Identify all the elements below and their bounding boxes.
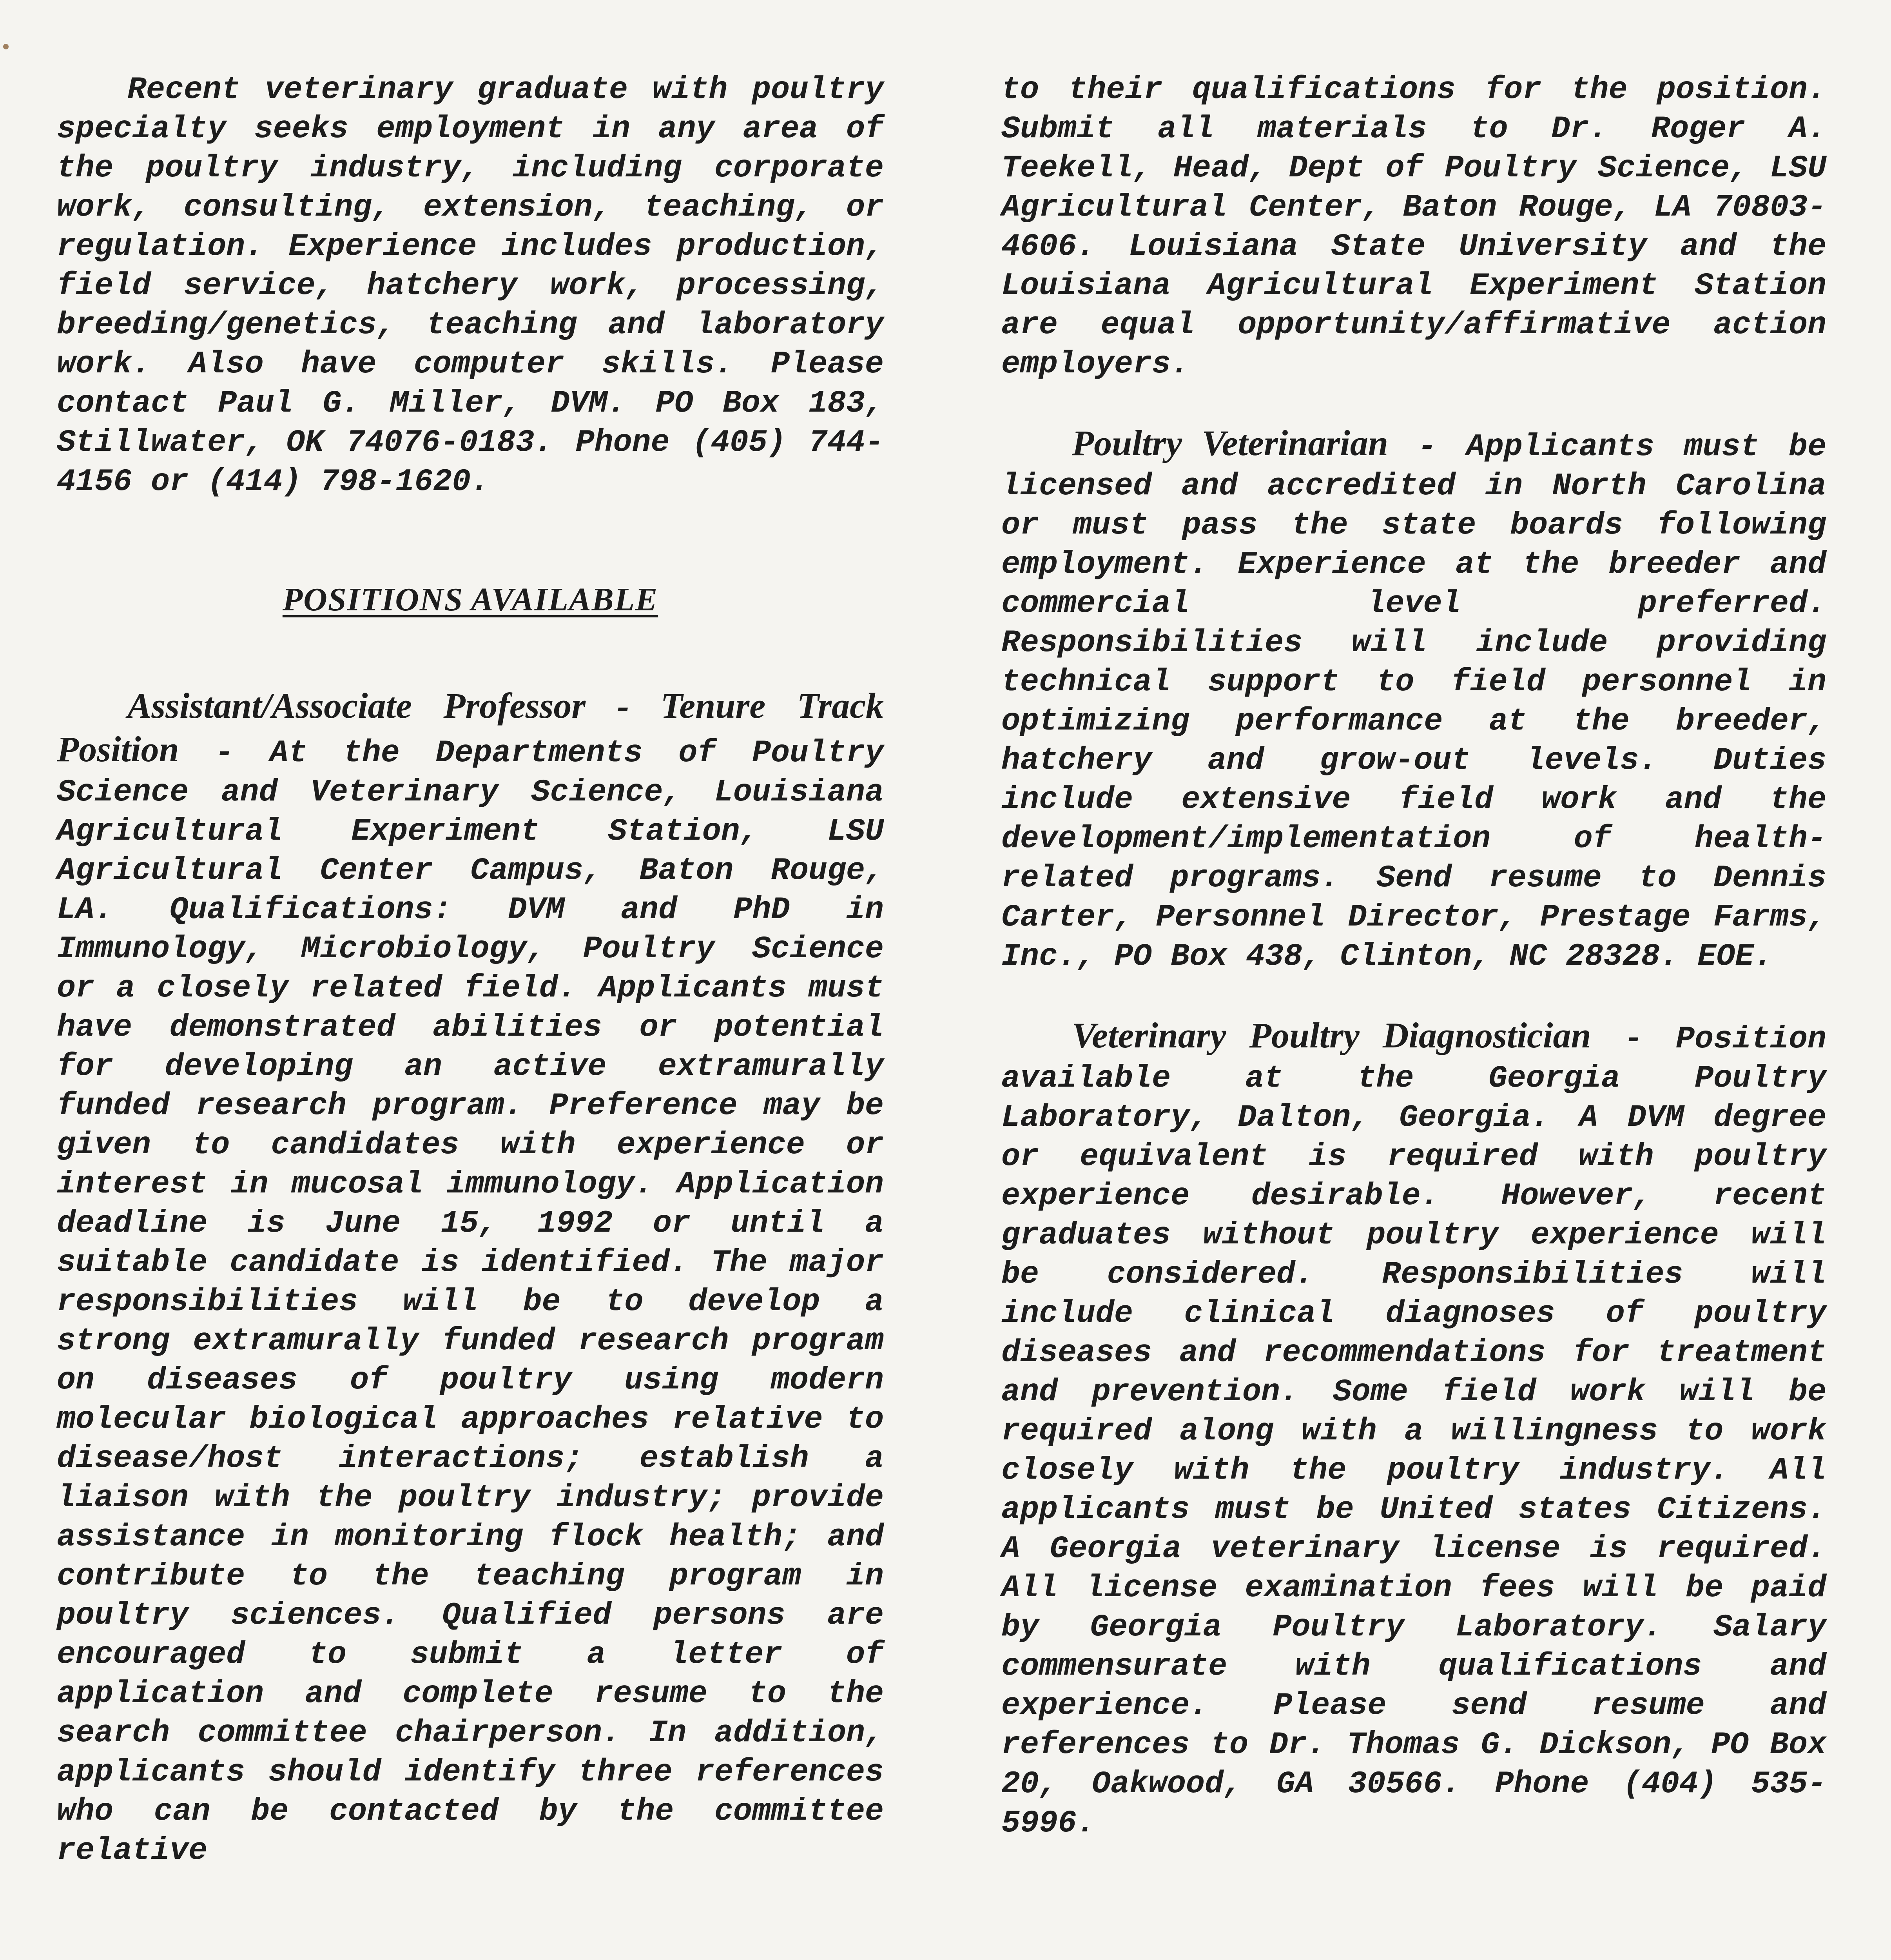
job-listing-poultry-veterinarian bbox=[1001, 423, 1826, 976]
right-column bbox=[1001, 71, 1826, 1843]
job-listing-diagnostician bbox=[1001, 1016, 1826, 1843]
paragraph-gap bbox=[1001, 976, 1826, 1016]
job-body-poultry-veterinarian: - Applicants must be licensed and accredited in North Carolina or must pass the state boards following employment. Experience at the breeder and commercial level preferred. Responsibilities will include providing technical support to field personnel in optimizing performance at the breeder, hatchery and grow-out levels. Duties include extensive field work and the development/implementation of health-related programs. Send resume to Dennis Carter, Personnel Director, Prestage Farms, Inc., PO Box 438, Clinton, NC 28328. EOE. bbox=[1001, 429, 1826, 975]
section-heading: POSITIONS AVAILABLE bbox=[282, 581, 658, 618]
paragraph-gap bbox=[1001, 384, 1826, 423]
intro-paragraph: Recent veterinary graduate with poultry specialty seeks employment in any area of the poultry industry, including corporate work, consulting, extension, teaching, or regulation. Experience includes production, field service, hatchery work, processing, breeding/genetics, teaching and laboratory work. Also have computer skills. Please contact Paul G. Miller, DVM. PO Box 183, Stillwater, OK 74076-0183. Phone (405) 744-4156 or (414) 798-1620. bbox=[57, 72, 884, 500]
job-title-poultry-veterinarian: Poultry Veterinarian bbox=[1072, 423, 1389, 463]
job-continuation-professor: to their qualifications for the position. Submit all materials to Dr. Roger A. Teekell, Head, Dept of Poultry Science, LSU Agricultural Center, Baton Rouge, LA 70803-4606. Louisiana State University and the Louisiana Agricultural Experiment Station are equal opportunity/affirmative action employers. bbox=[1001, 72, 1826, 382]
paragraph-gap bbox=[57, 502, 884, 580]
job-title-diagnostician: Veterinary Poultry Diagnostician bbox=[1072, 1015, 1591, 1055]
job-listing-professor bbox=[57, 686, 884, 1871]
job-body-diagnostician: - Position available at the Georgia Poultry Laboratory, Dalton, Georgia. A DVM degree or equivalent is required with poultry experience desirable. However, recent graduates without poultry experience will be considered. Responsibilities will include clinical diagnoses of poultry diseases and recommendations for treatment and prevention. Some field work will be required along with a willingness to work closely with the poultry industry. All applicants must be United states Citizens. A Georgia veterinary license is required. All license examination fees will be paid by Georgia Poultry Laboratory. Salary commensurate with qualifications and experience. Please send resume and references to Dr. Thomas G. Dickson, PO Box 20, Oakwood, GA 30566. Phone (404) 535-5996. bbox=[1001, 1022, 1826, 1841]
paragraph-gap bbox=[57, 619, 884, 686]
corner-speck bbox=[3, 44, 9, 49]
job-body-professor: - At the Departments of Poultry Science and Veterinary Science, Louisiana Agricultural Experiment Station, LSU Agricultural Center Campus, Baton Rouge, LA. Qualifications: DVM and PhD in Immunology, Microbiology, Poultry Science or a closely related field. Applicants must have demonstrated abilities or potential for developing an active extramurally funded research program. Preference may be given to candidates with experience or interest in mucosal immunology. Application deadline is June 15, 1992 or until a suitable candidate is identified. The major responsibilities will be to develop a strong extramurally funded research program on diseases of poultry using modern molecular biological approaches relative to disease/host interactions; establish a liaison with the poultry industry; provide assistance in monitoring flock health; and contribute to the teaching program in poultry sciences. Qualified persons are encouraged to submit a letter of application and complete resume to the search committee chairperson. In addition, applicants should identify three references who can be contacted by the committee relative bbox=[57, 735, 884, 1869]
job-title-professor: Assistant/Associate Professor - Tenure Track Position bbox=[57, 686, 884, 769]
left-column bbox=[57, 71, 884, 1871]
